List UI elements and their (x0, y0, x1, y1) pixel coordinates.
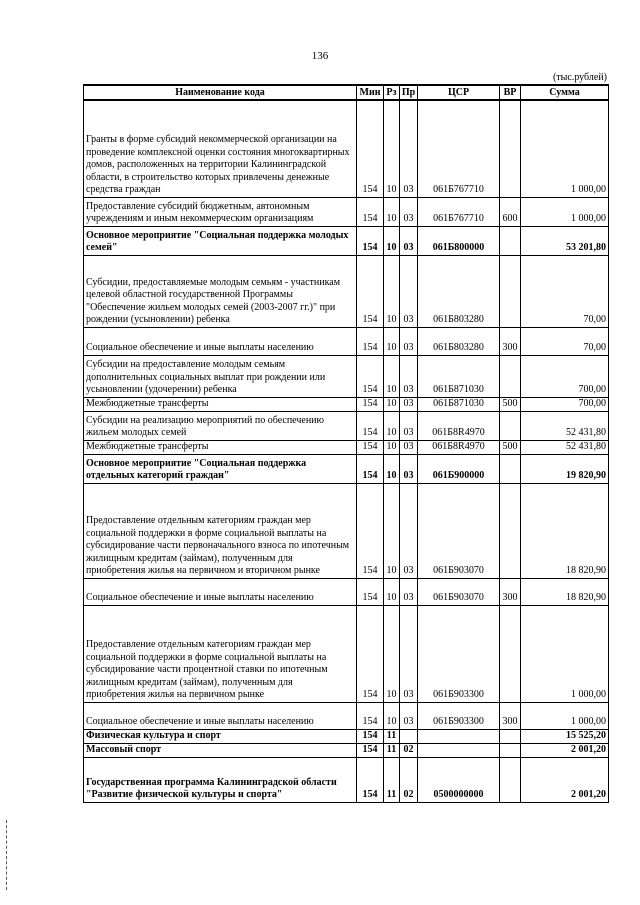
row-name: Социальное обеспечение и иные выплаты населению (84, 578, 357, 605)
row-name: Гранты в форме субсидий некоммерческой организации на проведение комплексной оценки состояния многоквартирных домов, расположенных на территории Калининградской области, в строительство которых привлечены денежные средства граждан (84, 100, 357, 197)
row-rz: 10 (384, 355, 400, 397)
row-name: Массовый спорт (84, 743, 357, 757)
table-row (84, 355, 609, 397)
row-vr (500, 411, 521, 440)
row-vr (500, 729, 521, 743)
budget-table (83, 84, 609, 803)
row-pr: 03 (400, 226, 418, 255)
row-rz: 10 (384, 226, 400, 255)
row-vr (500, 483, 521, 578)
header-csr: ЦСР (418, 85, 500, 100)
table-header-row (84, 85, 609, 100)
row-rz: 10 (384, 440, 400, 454)
row-name: Межбюджетные трансферты (84, 397, 357, 411)
row-name: Субсидии на реализацию мероприятий по обеспечению жильем молодых семей (84, 411, 357, 440)
row-pr: 03 (400, 578, 418, 605)
table-row (84, 454, 609, 483)
row-pr: 02 (400, 743, 418, 757)
row-rz: 11 (384, 743, 400, 757)
row-pr: 03 (400, 411, 418, 440)
margin-dash-line (6, 820, 8, 890)
table-row (84, 327, 609, 355)
row-rz: 10 (384, 605, 400, 702)
row-rz: 10 (384, 197, 400, 226)
row-name: Межбюджетные трансферты (84, 440, 357, 454)
row-name: Основное мероприятие "Социальная поддержка отдельных категорий граждан" (84, 454, 357, 483)
row-name: Субсидии, предоставляемые молодым семьям - участникам целевой областной государственной Программы "Обеспечение жильем молодых семей (2003-2007 гг.)" при рождении (усыновлении) ребенка (84, 255, 357, 327)
row-pr: 03 (400, 454, 418, 483)
row-sum: 2 001,20 (521, 757, 609, 802)
row-csr (418, 729, 500, 743)
header-min: Мин (357, 85, 384, 100)
row-rz: 10 (384, 100, 400, 197)
row-csr: 061Б871030 (418, 355, 500, 397)
row-pr: 03 (400, 397, 418, 411)
row-rz: 10 (384, 255, 400, 327)
row-csr: 061Б903300 (418, 605, 500, 702)
row-sum: 1 000,00 (521, 605, 609, 702)
row-csr: 061Б8R4970 (418, 440, 500, 454)
row-sum: 700,00 (521, 355, 609, 397)
row-rz: 10 (384, 578, 400, 605)
page-number: 136 (311, 50, 329, 62)
row-vr: 300 (500, 702, 521, 729)
row-pr: 02 (400, 757, 418, 802)
table-row (84, 397, 609, 411)
row-csr: 061Б903070 (418, 483, 500, 578)
row-csr: 061Б803280 (418, 327, 500, 355)
row-sum: 2 001,20 (521, 743, 609, 757)
row-sum: 70,00 (521, 255, 609, 327)
row-min: 154 (357, 578, 384, 605)
row-rz: 11 (384, 729, 400, 743)
row-vr: 300 (500, 578, 521, 605)
row-sum: 53 201,80 (521, 226, 609, 255)
row-name: Физическая культура и спорт (84, 729, 357, 743)
row-name: Субсидии на предоставление молодым семьям дополнительных социальных выплат при рождении или усыновлении (удочерении) ребенка (84, 355, 357, 397)
row-pr: 03 (400, 197, 418, 226)
row-csr: 061Б903300 (418, 702, 500, 729)
row-min: 154 (357, 197, 384, 226)
row-vr (500, 757, 521, 802)
row-pr: 03 (400, 702, 418, 729)
row-vr: 500 (500, 440, 521, 454)
row-min: 154 (357, 454, 384, 483)
table-row (84, 411, 609, 440)
table-row (84, 226, 609, 255)
row-csr (418, 743, 500, 757)
row-min: 154 (357, 100, 384, 197)
table-row (84, 483, 609, 578)
row-min: 154 (357, 440, 384, 454)
units-label: (тыс.рублей) (552, 72, 607, 83)
table-row (84, 729, 609, 743)
table-row (84, 255, 609, 327)
row-rz: 11 (384, 757, 400, 802)
row-sum: 18 820,90 (521, 483, 609, 578)
table-row (84, 197, 609, 226)
table-row (84, 440, 609, 454)
header-rz: Рз (384, 85, 400, 100)
header-pr: Пр (400, 85, 418, 100)
row-vr: 300 (500, 327, 521, 355)
row-sum: 18 820,90 (521, 578, 609, 605)
row-vr (500, 355, 521, 397)
row-vr (500, 743, 521, 757)
row-rz: 10 (384, 327, 400, 355)
row-sum: 1 000,00 (521, 702, 609, 729)
table-row (84, 100, 609, 197)
row-rz: 10 (384, 397, 400, 411)
header-name: Наименование кода (84, 85, 357, 100)
row-pr: 03 (400, 255, 418, 327)
row-pr: 03 (400, 100, 418, 197)
row-sum: 1 000,00 (521, 100, 609, 197)
row-csr: 061Б8R4970 (418, 411, 500, 440)
row-sum: 70,00 (521, 327, 609, 355)
row-csr: 061Б767710 (418, 100, 500, 197)
row-sum: 15 525,20 (521, 729, 609, 743)
row-vr (500, 454, 521, 483)
row-pr: 03 (400, 355, 418, 397)
row-csr: 061Б900000 (418, 454, 500, 483)
row-rz: 10 (384, 483, 400, 578)
row-min: 154 (357, 729, 384, 743)
row-pr: 03 (400, 440, 418, 454)
row-min: 154 (357, 255, 384, 327)
row-name: Социальное обеспечение и иные выплаты населению (84, 327, 357, 355)
row-vr: 500 (500, 397, 521, 411)
row-min: 154 (357, 605, 384, 702)
row-min: 154 (357, 411, 384, 440)
row-rz: 10 (384, 411, 400, 440)
row-csr: 061Б903070 (418, 578, 500, 605)
table-row (84, 578, 609, 605)
row-name: Предоставление субсидий бюджетным, автономным учреждениям и иным некоммерческим организациям (84, 197, 357, 226)
row-vr: 600 (500, 197, 521, 226)
row-sum: 19 820,90 (521, 454, 609, 483)
row-csr: 061Б767710 (418, 197, 500, 226)
row-csr: 0500000000 (418, 757, 500, 802)
row-pr: 03 (400, 483, 418, 578)
row-name: Предоставление отдельным категориям граждан мер социальной поддержки в форме социальной выплаты на субсидирование части процентной ставки по ипотечным жилищным кредитам (займам), полученным для приобретения жилья на первичном рынке (84, 605, 357, 702)
row-min: 154 (357, 702, 384, 729)
header-sum: Сумма (521, 85, 609, 100)
row-vr (500, 100, 521, 197)
row-pr: 03 (400, 327, 418, 355)
row-name: Социальное обеспечение и иные выплаты населению (84, 702, 357, 729)
row-csr: 061Б803280 (418, 255, 500, 327)
row-min: 154 (357, 355, 384, 397)
row-csr: 061Б871030 (418, 397, 500, 411)
row-sum: 52 431,80 (521, 411, 609, 440)
row-csr: 061Б800000 (418, 226, 500, 255)
row-min: 154 (357, 757, 384, 802)
row-vr (500, 605, 521, 702)
table-row (84, 605, 609, 702)
table-row (84, 743, 609, 757)
row-name: Предоставление отдельным категориям граждан мер социальной поддержки в форме социальной выплаты на субсидирование части первоначального взноса по ипотечным жилищным кредитам (займам), полученным для приобретения жилья на первичном и вторичном рынке (84, 483, 357, 578)
row-sum: 700,00 (521, 397, 609, 411)
row-min: 154 (357, 743, 384, 757)
row-min: 154 (357, 327, 384, 355)
row-rz: 10 (384, 702, 400, 729)
row-vr (500, 255, 521, 327)
row-pr (400, 729, 418, 743)
row-min: 154 (357, 483, 384, 578)
row-sum: 52 431,80 (521, 440, 609, 454)
table-row (84, 702, 609, 729)
row-pr: 03 (400, 605, 418, 702)
row-name: Основное мероприятие "Социальная поддержка молодых семей" (84, 226, 357, 255)
row-sum: 1 000,00 (521, 197, 609, 226)
table-row (84, 757, 609, 802)
row-name: Государственная программа Калининградской области "Развитие физической культуры и спорта" (84, 757, 357, 802)
row-min: 154 (357, 226, 384, 255)
row-min: 154 (357, 397, 384, 411)
row-rz: 10 (384, 454, 400, 483)
header-vr: ВР (500, 85, 521, 100)
row-vr (500, 226, 521, 255)
